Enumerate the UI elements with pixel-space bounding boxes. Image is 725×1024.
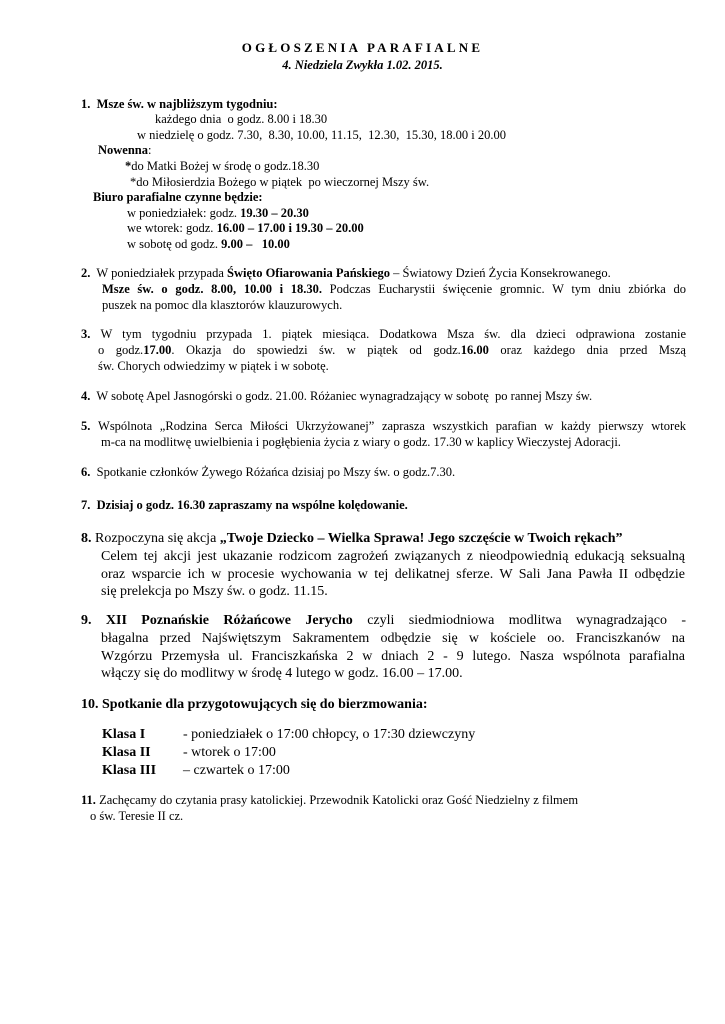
- item-text: czyli siedmiodniowa modlitwa wynagradzająco -: [352, 613, 686, 628]
- class-row: [102, 762, 290, 780]
- item-1-nowenna-2: [130, 175, 429, 191]
- item-8-body: [101, 548, 685, 601]
- office-sat: w sobotę od godz.: [127, 237, 222, 251]
- item-number: 10.: [81, 697, 99, 712]
- item-number: 9.: [81, 613, 92, 628]
- item-4: [81, 389, 592, 405]
- office-mon-hours: 19.30 – 20.30: [240, 206, 309, 220]
- office-tue: we wtorek: godz.: [127, 221, 217, 235]
- class-label: Klasa III: [102, 763, 157, 778]
- item-bold: Święto Ofiarowania Pańskiego: [227, 266, 391, 280]
- item-text: Celem tej akcji jest ukazanie rodzicom zagrożeń związanych z nieodpowiednią edukacją seksualną: [101, 549, 685, 564]
- item-text: W tym tygodniu przypada 1. piątek miesiąca. Dodatkowa Msza św. dla dzieci odprawiona zostanie: [100, 327, 686, 341]
- item-1-office-sat: [127, 237, 290, 253]
- item-9: [81, 612, 686, 630]
- item-text: Podczas Eucharystii święcenie gromnic. W tym dniu zbiórka do: [322, 282, 686, 296]
- item-text: św. Chorych odwiedzimy w piątek i w sobotę.: [98, 358, 329, 373]
- item-heading: Spotkanie dla przygotowujących się do bierzmowania:: [102, 697, 428, 712]
- nowenna-1: do Matki Bożej w środę o godz.18.30: [131, 159, 320, 173]
- item-text: się prelekcja po Mszy św. o godz. 11.15.: [101, 584, 328, 599]
- item-text: W sobotę Apel Jasnogórski o godz. 21.00. Różaniec wynagradzający w sobotę po rannej Mszy św.: [96, 389, 593, 403]
- item-5-body: [101, 435, 621, 451]
- item-9-body: [101, 630, 685, 683]
- item-bold: Dzisiaj o godz. 16.30 zapraszamy na wspólne kolędowanie.: [96, 498, 408, 512]
- class-label: Klasa I: [102, 727, 146, 742]
- item-number: 4.: [81, 389, 91, 403]
- item-text: puszek na pomoc dla klasztorów klauzurowych.: [102, 297, 343, 312]
- item-1-office: [93, 190, 263, 206]
- item-text: W poniedziałek przypada: [96, 266, 228, 280]
- item-6: [81, 465, 455, 481]
- item-bold: Msze św. o godz. 8.00, 10.00 i 18.30.: [102, 282, 323, 296]
- item-1-sunday: [137, 128, 506, 144]
- item-1-weekdays: [155, 112, 327, 128]
- item-10: [81, 696, 428, 714]
- office-mon: w poniedziałek: godz.: [127, 206, 241, 220]
- item-text: o godz.: [98, 343, 144, 357]
- mass-weekdays: każdego dnia o godz. 8.00 i 18.30: [155, 112, 328, 126]
- item-2: [81, 266, 686, 282]
- item-11-body: [90, 809, 183, 825]
- item-5: [81, 419, 686, 435]
- item-1: [81, 97, 278, 113]
- class-row: [102, 726, 475, 744]
- item-11: [81, 793, 578, 809]
- item-1-office-tue: [127, 221, 364, 237]
- item-number: 7.: [81, 498, 91, 512]
- item-3: [81, 327, 686, 343]
- item-text: – Światowy Dzień Życia Konsekrowanego.: [390, 266, 611, 280]
- item-number: 5.: [81, 419, 91, 433]
- nowenna-star: *: [125, 159, 132, 173]
- item-1-nowenna-1: [125, 159, 319, 175]
- item-number: 6.: [81, 465, 91, 479]
- office-tue-hours: 16.00 – 17.00 i 19.30 – 20.00: [216, 221, 364, 235]
- item-text: oraz każdego dnia przed Mszą: [488, 343, 686, 357]
- item-1-nowenna: Nowenna:: [98, 143, 152, 157]
- item-number: 8.: [81, 531, 92, 546]
- class-row: [102, 744, 276, 762]
- mass-sunday: w niedzielę o godz. 7.30, 8.30, 10.00, 11.15, 12.30, 15.30, 18.00 i 20.00: [137, 128, 506, 142]
- item-number: 2.: [81, 266, 91, 280]
- item-8: [81, 530, 686, 548]
- item-text: Wzgórzu Przemysła ul. Franciszkańska 2 w dniach 2 - 9 lutego. Nasza wspólnota parafialna: [101, 648, 685, 664]
- item-text: m-ca na modlitwę uwielbienia i pogłębienia życia z wiary o godz. 17.30 w kaplicy Wieczystej Adoracji.: [101, 435, 621, 449]
- class-schedule: - poniedziałek o 17:00 chłopcy, o 17:30 dziewczyny: [183, 727, 476, 742]
- office-sat-hours: 9.00 – 10.00: [221, 237, 290, 251]
- item-text: . Okazja do spowiedzi św. w piątek od godz.: [171, 343, 461, 357]
- item-2-body: [102, 282, 686, 313]
- item-3-body: [98, 343, 686, 374]
- page-subtitle: 4. Niedziela Zwykła 1.02. 2015.: [282, 58, 443, 72]
- item-text: o św. Teresie II cz.: [90, 809, 184, 823]
- item-number: 1.: [81, 97, 91, 111]
- item-text: włączy się do modlitwy w środę 4 lutego w godz. 16.00 – 17.00.: [101, 666, 463, 681]
- item-number: 3.: [81, 327, 91, 341]
- item-text: Spotkanie członków Żywego Różańca dzisiaj po Mszy św. o godz.7.30.: [96, 465, 456, 479]
- item-text: Zachęcamy do czytania prasy katolickiej. Przewodnik Katolicki oraz Gość Niedzielny z filmem: [99, 793, 579, 807]
- item-number: 11.: [81, 793, 96, 807]
- item-text: błagalna przed Najświętszym Sakramentem odbędzie się w kościele oo. Franciszkanów na: [101, 631, 685, 646]
- nowenna-label: Nowenna: [98, 143, 149, 157]
- item-text: Wspólnota „Rodzina Serca Miłości Ukrzyżowanej” zaprasza wszystkich parafian w każdy pierwszy wtorek: [98, 419, 686, 433]
- item-bold: „Twoje Dziecko – Wielka Sprawa! Jego szczęście w Twoich rękach”: [219, 531, 623, 546]
- item-1-office-mon: [127, 206, 309, 222]
- item-heading: Msze św. w najbliższym tygodniu:: [96, 97, 278, 111]
- item-7: [81, 498, 408, 514]
- item-bold: XII Poznańskie Różańcowe Jerycho: [105, 613, 353, 628]
- item-text: Rozpoczyna się akcja: [95, 531, 220, 546]
- class-label: Klasa II: [102, 745, 151, 760]
- nowenna-2: *do Miłosierdzia Bożego w piątek po wieczornej Mszy św.: [130, 175, 430, 189]
- class-schedule: – czwartek o 17:00: [183, 763, 290, 778]
- item-bold: 17.00: [143, 343, 172, 357]
- item-text: oraz wsparcie ich w procesie wychowania w tej delikatnej sferze. W Sali Jana Pawła II odbędzie: [101, 566, 685, 582]
- office-label: Biuro parafialne czynne będzie:: [93, 190, 263, 204]
- class-schedule: - wtorek o 17:00: [183, 745, 276, 760]
- page-title: OGŁOSZENIA PARAFIALNE: [241, 40, 484, 55]
- item-bold: 16.00: [460, 343, 489, 357]
